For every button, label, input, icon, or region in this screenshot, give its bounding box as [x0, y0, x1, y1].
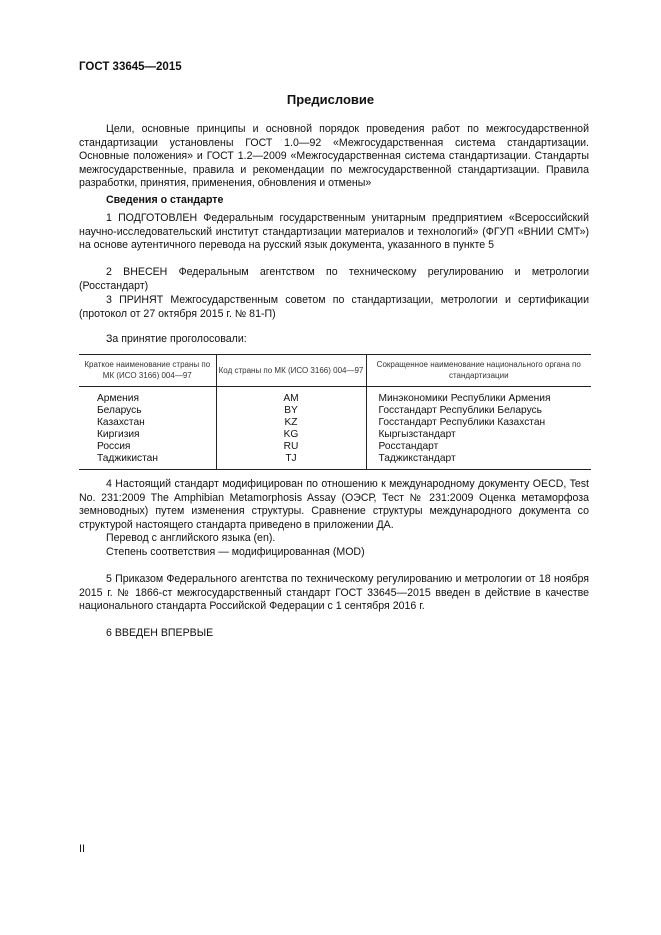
code-cell: KZ — [216, 417, 366, 429]
intro-paragraph: Цели, основные принципы и основной порядок проведения работ по межгосударственной стандартизации установлены ГОСТ 1.0—92 «Межгосударственная система стандартизации. Основные положения» и ГОСТ 1.2—2009 «Межгосударственная система стандартизации. Стандарты межгосударственные, правила и рекомендации по межгосударственной стандартизации. Правила разработки, принятия, применения, обновления и отмены» — [79, 123, 589, 189]
table-row — [79, 387, 591, 406]
voting-countries-table — [79, 354, 591, 470]
header-country-name: Краткое наименование страны по МК (ИСО 3166) 004—97 — [79, 355, 216, 387]
code-cell: KG — [216, 429, 366, 441]
code-cell: BY — [216, 405, 366, 417]
country-cell: Армения — [97, 393, 139, 404]
body-cell: Госстандарт Республики Казахстан — [366, 417, 591, 429]
header-country-code: Код страны по МК (ИСО 3166) 004—97 — [216, 355, 366, 387]
country-cell: Таджикистан — [97, 453, 158, 464]
table-row — [79, 441, 591, 453]
body-cell: Госстандарт Республики Беларусь — [366, 405, 591, 417]
header-standards-body: Сокращенное наименование национального органа по стандартизации — [366, 355, 591, 387]
item-4-paragraph: 4 Настоящий стандарт модифицирован по отношению к международному документу OECD, Test No. 231:2009 The Amphibian Metamorphosis Assay (ОЭСР, Тест № 231:2009 Оценка метаморфоза земноводных) путем изменения структуры. Сравнение структуры международного документа со структурой настоящего стандарта приведено в приложении ДА. — [79, 478, 589, 531]
country-cell: Беларусь — [97, 405, 142, 416]
body-cell: Кыргызстандарт — [366, 429, 591, 441]
body-cell: Таджикстандарт — [366, 453, 591, 470]
code-cell: RU — [216, 441, 366, 453]
country-cell: Россия — [97, 441, 131, 452]
item-4-degree: Степень соответствия — модифицированная (MOD) — [106, 546, 365, 558]
section-heading: Сведения о стандарте — [106, 194, 224, 206]
item-2-paragraph: 2 ВНЕСЕН Федеральным агентством по техническому регулированию и метрологии (Росстандарт) — [79, 266, 589, 292]
page-number: II — [79, 843, 86, 855]
table-row — [79, 453, 591, 470]
vote-label: За принятие проголосовали: — [106, 333, 247, 345]
code-cell: TJ — [216, 453, 366, 470]
item-3-paragraph: 3 ПРИНЯТ Межгосударственным советом по стандартизации, метрологии и сертификации (протокол от 27 октября 2015 г. № 81-П) — [79, 294, 589, 320]
item-5-paragraph: 5 Приказом Федерального агентства по техническому регулированию и метрологии от 18 ноября 2015 г. № 1866-ст межгосударственный стандарт ГОСТ 33645—2015 введен в действие в качестве национального стандарта Российской Федерации с 1 сентября 2016 г. — [79, 573, 589, 612]
page-title: Предисловие — [286, 92, 375, 107]
table-row — [79, 429, 591, 441]
country-cell: Киргизия — [97, 429, 140, 440]
country-cell: Казахстан — [97, 417, 145, 428]
code-cell: AM — [216, 387, 366, 406]
document-header: ГОСТ 33645—2015 — [79, 61, 182, 73]
item-6-paragraph: 6 ВВЕДЕН ВПЕРВЫЕ — [106, 627, 214, 639]
table-header-row — [79, 355, 591, 387]
item-1-paragraph: 1 ПОДГОТОВЛЕН Федеральным государственным унитарным предприятием «Всероссийский научно-исследовательский институт стандартизации материалов и технологий» (ФГУП «ВНИИ СМТ») на основе аутентичного перевода на русский язык документа, указанного в пункте 5 — [79, 212, 589, 251]
table-row — [79, 417, 591, 429]
table-row — [79, 405, 591, 417]
item-4-language: Перевод с английского языка (en). — [106, 532, 276, 544]
body-cell: Росстандарт — [366, 441, 591, 453]
body-cell: Минэкономики Республики Армения — [366, 387, 591, 406]
